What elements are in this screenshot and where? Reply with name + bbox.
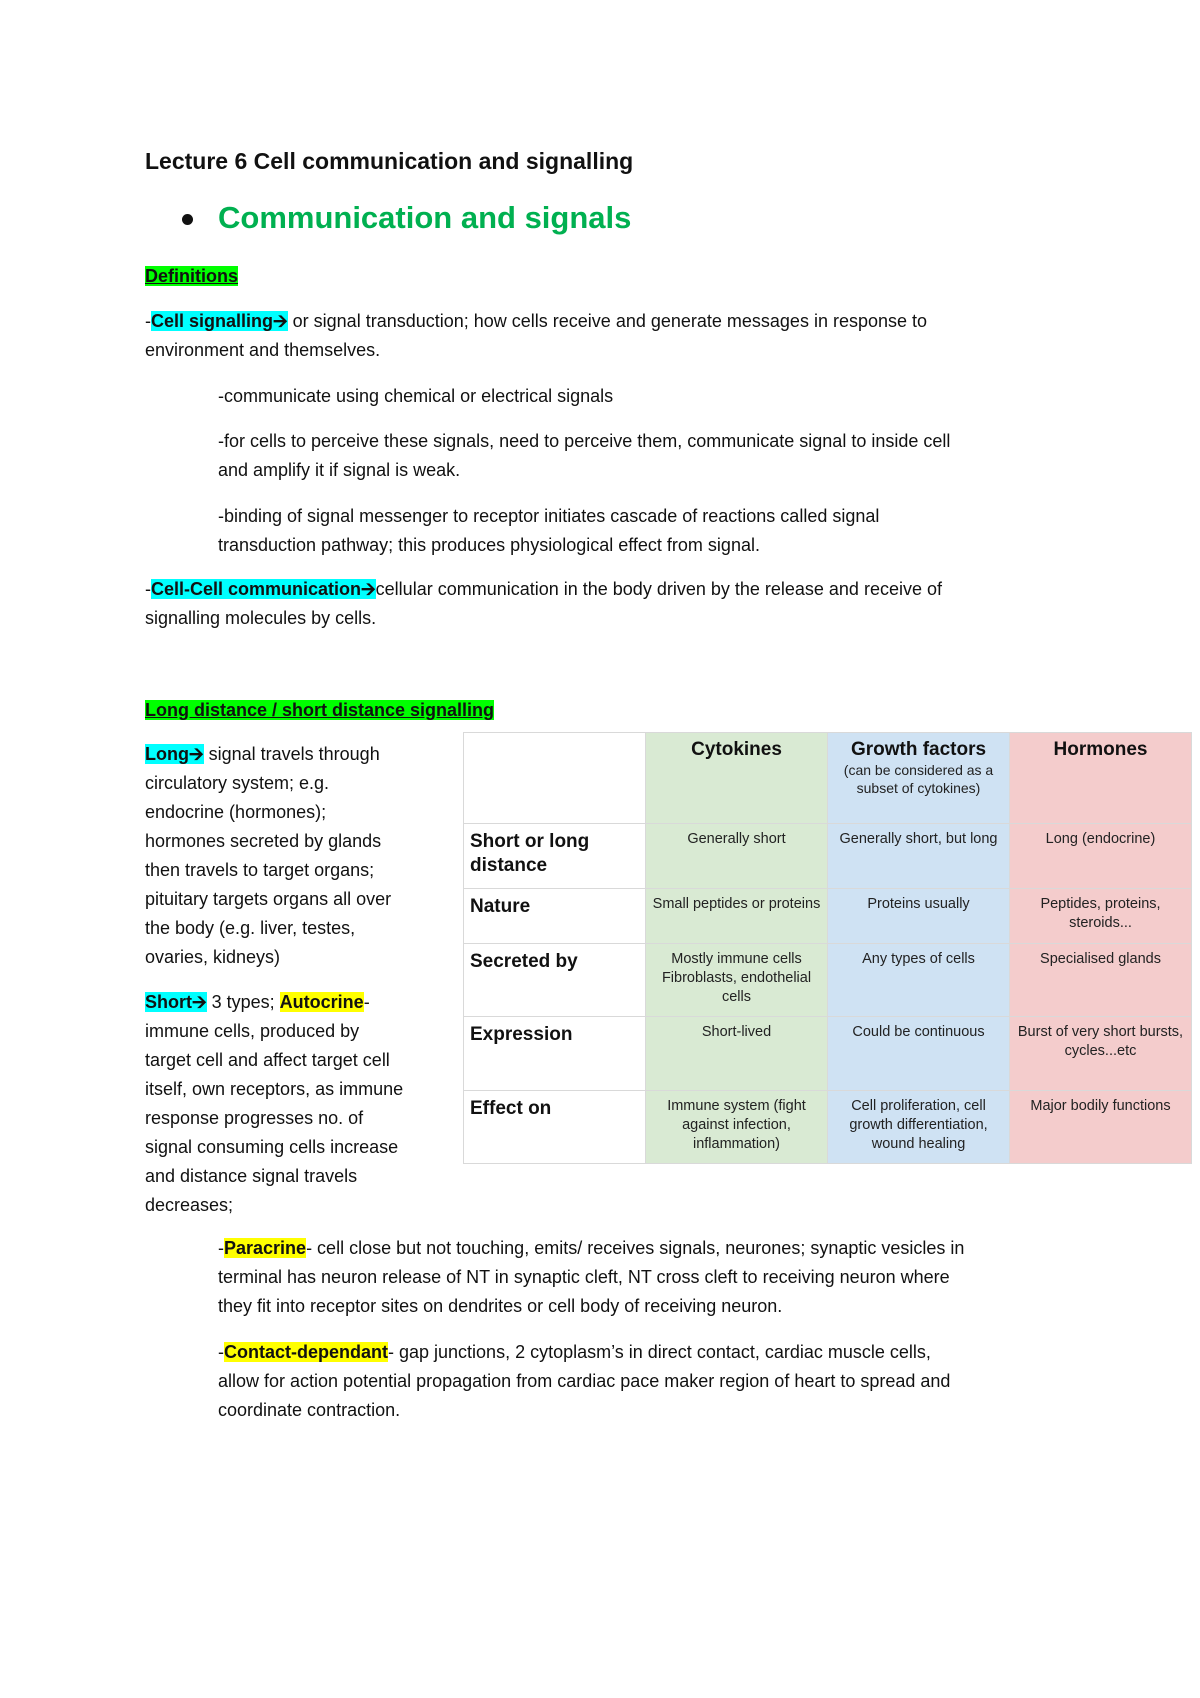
- signalling-table: [463, 732, 1192, 1164]
- short-line-6: and distance signal travels: [145, 1166, 358, 1186]
- table-row: [464, 944, 1192, 1017]
- section-heading: Communication and signals: [218, 200, 632, 235]
- cell-signalling-term-text: Cell signalling: [151, 311, 274, 331]
- subpoint-2: [218, 427, 1098, 485]
- subpoint-1: [218, 382, 1098, 411]
- long-line-7: the body (e.g. liver, testes,: [145, 918, 356, 938]
- arrow-icon: 🡪: [273, 311, 288, 331]
- row-label: Short or long distance: [464, 824, 646, 889]
- cell-cell-term: [151, 579, 376, 599]
- table-cell: Short-lived: [646, 1017, 828, 1091]
- contact-line-3: coordinate contraction.: [218, 1400, 401, 1420]
- table-header-row: [464, 733, 1192, 824]
- column-header-growth-factors: [828, 733, 1010, 824]
- subpoint-3-line-1: -binding of signal messenger to receptor initiates cascade of reactions called signal: [218, 506, 880, 526]
- table-cell: Any types of cells: [828, 944, 1010, 1017]
- cell-cell-term-text: Cell-Cell communication: [151, 579, 362, 599]
- paracrine-term: Paracrine: [224, 1238, 307, 1258]
- table-cell: Proteins usually: [828, 888, 1010, 944]
- contact-dependant-text: [218, 1338, 1098, 1425]
- autocrine-term: Autocrine: [279, 992, 364, 1012]
- long-line-4: hormones secreted by glands: [145, 831, 382, 851]
- bullet-icon: [182, 214, 193, 225]
- short-line-3: itself, own receptors, as immune: [145, 1079, 404, 1099]
- distance-heading-text: Long distance / short distance signalling: [145, 700, 495, 720]
- row-label: Effect on: [464, 1091, 646, 1164]
- short-distance-text: [145, 988, 455, 1220]
- long-term-text: Long: [145, 744, 189, 764]
- column-title: Growth factors: [850, 739, 987, 760]
- table-cell: Major bodily functions: [1010, 1091, 1192, 1164]
- long-line-3: endocrine (hormones);: [145, 802, 327, 822]
- table-cell: Could be continuous: [828, 1017, 1010, 1091]
- table-row: [464, 888, 1192, 944]
- short-after-autocrine: -: [363, 992, 370, 1012]
- long-distance-text: [145, 740, 445, 972]
- column-header-cytokines: [646, 733, 828, 824]
- definitions-heading-text: Definitions: [145, 266, 238, 286]
- cell-cell-definition: [145, 575, 1045, 633]
- subpoint-1-line-1: -communicate using chemical or electrical signals: [218, 386, 614, 406]
- table-cell: Generally short, but long: [828, 824, 1010, 889]
- dash: -: [218, 1238, 224, 1258]
- table-cell: Burst of very short bursts, cycles...etc: [1010, 1017, 1192, 1091]
- row-label: Secreted by: [464, 944, 646, 1017]
- short-after-term: 3 types;: [206, 992, 280, 1012]
- paracrine-line-3: they fit into receptor sites on dendrites or cell body of receiving neuron.: [218, 1296, 783, 1316]
- table-cell: Generally short: [646, 824, 828, 889]
- table-cell: Small peptides or proteins: [646, 888, 828, 944]
- column-title: Hormones: [1053, 739, 1148, 760]
- table-cell: Specialised glands: [1010, 944, 1192, 1017]
- dash: -: [145, 311, 151, 331]
- long-line-6: pituitary targets organs all over: [145, 889, 392, 909]
- cell-cell-text-1: cellular communication in the body driven by the release and receive of: [375, 579, 942, 599]
- paracrine-line-2: terminal has neuron release of NT in synaptic cleft, NT cross cleft to receiving neuron where: [218, 1267, 950, 1287]
- subpoint-2-line-1: -for cells to perceive these signals, need to perceive them, communicate signal to inside cell: [218, 431, 951, 451]
- row-label: Expression: [464, 1017, 646, 1091]
- definitions-heading: [145, 262, 238, 291]
- table-cell: Immune system (fight against infection, inflammation): [646, 1091, 828, 1164]
- contact-line-2: allow for action potential propagation from cardiac pace maker region of heart to spread and: [218, 1371, 951, 1391]
- table-row: [464, 824, 1192, 889]
- cell-signalling-text-1: or signal transduction; how cells receive and generate messages in response to: [287, 311, 928, 331]
- cell-signalling-definition: [145, 307, 1045, 365]
- long-line-5: then travels to target organs;: [145, 860, 375, 880]
- arrow-icon: 🡪: [192, 992, 207, 1012]
- contact-dependant-term: Contact-dependant: [224, 1342, 388, 1362]
- short-term-text: Short: [145, 992, 192, 1012]
- short-line-4: response progresses no. of: [145, 1108, 364, 1128]
- paracrine-line-1: - cell close but not touching, emits/ receives signals, neurones; synaptic vesicles in: [306, 1238, 965, 1258]
- long-term: [145, 744, 204, 764]
- table-row: [464, 1091, 1192, 1164]
- page-title: Lecture 6 Cell communication and signalling: [145, 148, 634, 174]
- table-cell: Peptides, proteins, steroids...: [1010, 888, 1192, 944]
- dash: -: [218, 1342, 224, 1362]
- table-cell: Mostly immune cells Fibroblasts, endothelial cells: [646, 944, 828, 1017]
- subpoint-3: [218, 502, 1098, 560]
- short-line-2: target cell and affect target cell: [145, 1050, 390, 1070]
- long-line-1: signal travels through: [203, 744, 380, 764]
- table-cell: Cell proliferation, cell growth differentiation, wound healing: [828, 1091, 1010, 1164]
- short-line-7: decreases;: [145, 1195, 234, 1215]
- long-line-8: ovaries, kidneys): [145, 947, 281, 967]
- arrow-icon: 🡪: [188, 744, 204, 764]
- column-subtitle: (can be considered as a subset of cytokines): [843, 762, 994, 796]
- table-cell: Long (endocrine): [1010, 824, 1192, 889]
- short-line-1: immune cells, produced by: [145, 1021, 360, 1041]
- distance-heading: [145, 696, 494, 725]
- short-line-5: signal consuming cells increase: [145, 1137, 399, 1157]
- subpoint-3-line-2: transduction pathway; this produces physiological effect from signal.: [218, 535, 760, 555]
- dash: -: [145, 579, 151, 599]
- column-title: Cytokines: [691, 739, 782, 760]
- row-label: Nature: [464, 888, 646, 944]
- long-line-2: circulatory system; e.g.: [145, 773, 330, 793]
- column-header-hormones: [1010, 733, 1192, 824]
- arrow-icon: 🡪: [361, 579, 376, 599]
- cell-signalling-text-2: environment and themselves.: [145, 340, 381, 360]
- cell-signalling-term: [151, 311, 288, 331]
- subpoint-2-line-2: and amplify it if signal is weak.: [218, 460, 461, 480]
- contact-line-1: - gap junctions, 2 cytoplasm’s in direct contact, cardiac muscle cells,: [388, 1342, 931, 1362]
- paracrine-text: [218, 1234, 1098, 1321]
- table-row: [464, 1017, 1192, 1091]
- short-term: [145, 992, 207, 1012]
- cell-cell-text-2: signalling molecules by cells.: [145, 608, 377, 628]
- table-corner-cell: [464, 733, 646, 824]
